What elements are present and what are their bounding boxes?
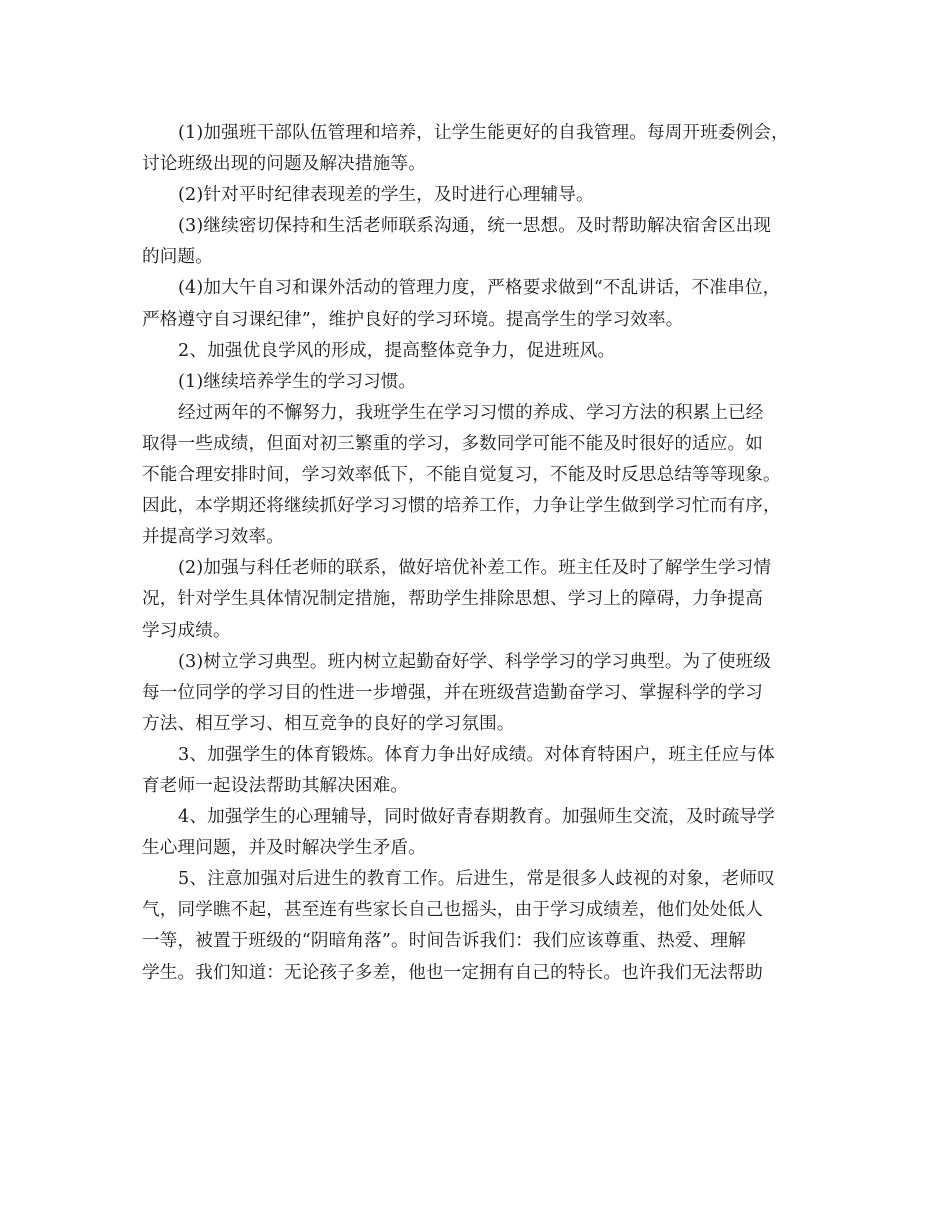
- text-line: (1)加强班干部队伍管理和培养，让学生能更好的自我管理。每周开班委例会，: [178, 123, 789, 143]
- text-line: (3)树立学习典型。班内树立起勤奋好学、科学学习的学习典型。为了使班级: [178, 651, 772, 672]
- text-line: 一等，被置于班级的“阴暗角落”。时间告诉我们：我们应该尊重、热爱、理解: [142, 931, 746, 952]
- text-line: 气，同学瞧不起，甚至连有些家长自己也摇头，由于学习成绩差，他们处处低人: [142, 900, 764, 921]
- text-line: 严格遵守自习课纪律”，维护良好的学习环境。提高学生的学习效率。: [142, 309, 684, 330]
- text-line: 并提高学习效率。: [142, 527, 284, 548]
- text-line: 讨论班级出现的问题及解决措施等。: [142, 154, 426, 175]
- text-line: 因此，本学期还将继续抓好学习习惯的培养工作，力争让学生做到学习忙而有序，: [142, 496, 781, 517]
- text-line: 3、加强学生的体育锻炼。体育力争出好成绩。对体育特困户，班主任应与体: [178, 744, 775, 765]
- text-line: (2)针对平时纪律表现差的学生，及时进行心理辅导。: [178, 185, 594, 206]
- text-line: 况，针对学生具体情况制定措施，帮助学生排除思想、学习上的障碍，力争提高: [142, 589, 764, 610]
- text-line: 学生。我们知道：无论孩子多差，他也一定拥有自己的特长。也许我们无法帮助: [142, 962, 764, 983]
- text-line: 经过两年的不懈努力，我班学生在学习习惯的养成、学习方法的积累上已经: [178, 402, 764, 423]
- text-line: 不能合理安排时间，学习效率低下，不能自觉复习，不能及时反思总结等等现象。: [142, 465, 781, 486]
- document-body: [142, 118, 814, 989]
- text-line: 方法、相互学习、相互竞争的良好的学习氛围。: [142, 713, 515, 734]
- text-line: 2、加强优良学风的形成，提高整体竞争力，促进班风。: [178, 340, 616, 361]
- text-line: 学习成绩。: [142, 620, 231, 641]
- text-line: 5、注意加强对后进生的教育工作。后进生，常是很多人歧视的对象，老师叹: [178, 869, 775, 890]
- text-line: (3)继续密切保持和生活老师联系沟通，统一思想。及时帮助解决宿舍区出现: [178, 216, 772, 237]
- text-line: (4)加大午自习和课外活动的管理力度，严格要求做到“不乱讲话，不准串位，: [178, 278, 781, 299]
- text-line: 4、加强学生的心理辅导，同时做好青春期教育。加强师生交流，及时疏导学: [178, 807, 775, 828]
- text-line: 每一位同学的学习目的性进一步增强，并在班级营造勤奋学习、掌握科学的学习: [142, 682, 764, 703]
- text-line: (2)加强与科任老师的联系，做好培优补差工作。班主任及时了解学生学习情: [178, 558, 772, 579]
- text-line: 取得一些成绩，但面对初三繁重的学习，多数同学可能不能及时很好的适应。如: [142, 433, 764, 454]
- text-line: (1)继续培养学生的学习习惯。: [178, 371, 417, 392]
- text-line: 育老师一起设法帮助其解决困难。: [142, 775, 409, 796]
- text-line: 的问题。: [142, 247, 213, 268]
- text-line: 生心理问题，并及时解决学生矛盾。: [142, 838, 426, 859]
